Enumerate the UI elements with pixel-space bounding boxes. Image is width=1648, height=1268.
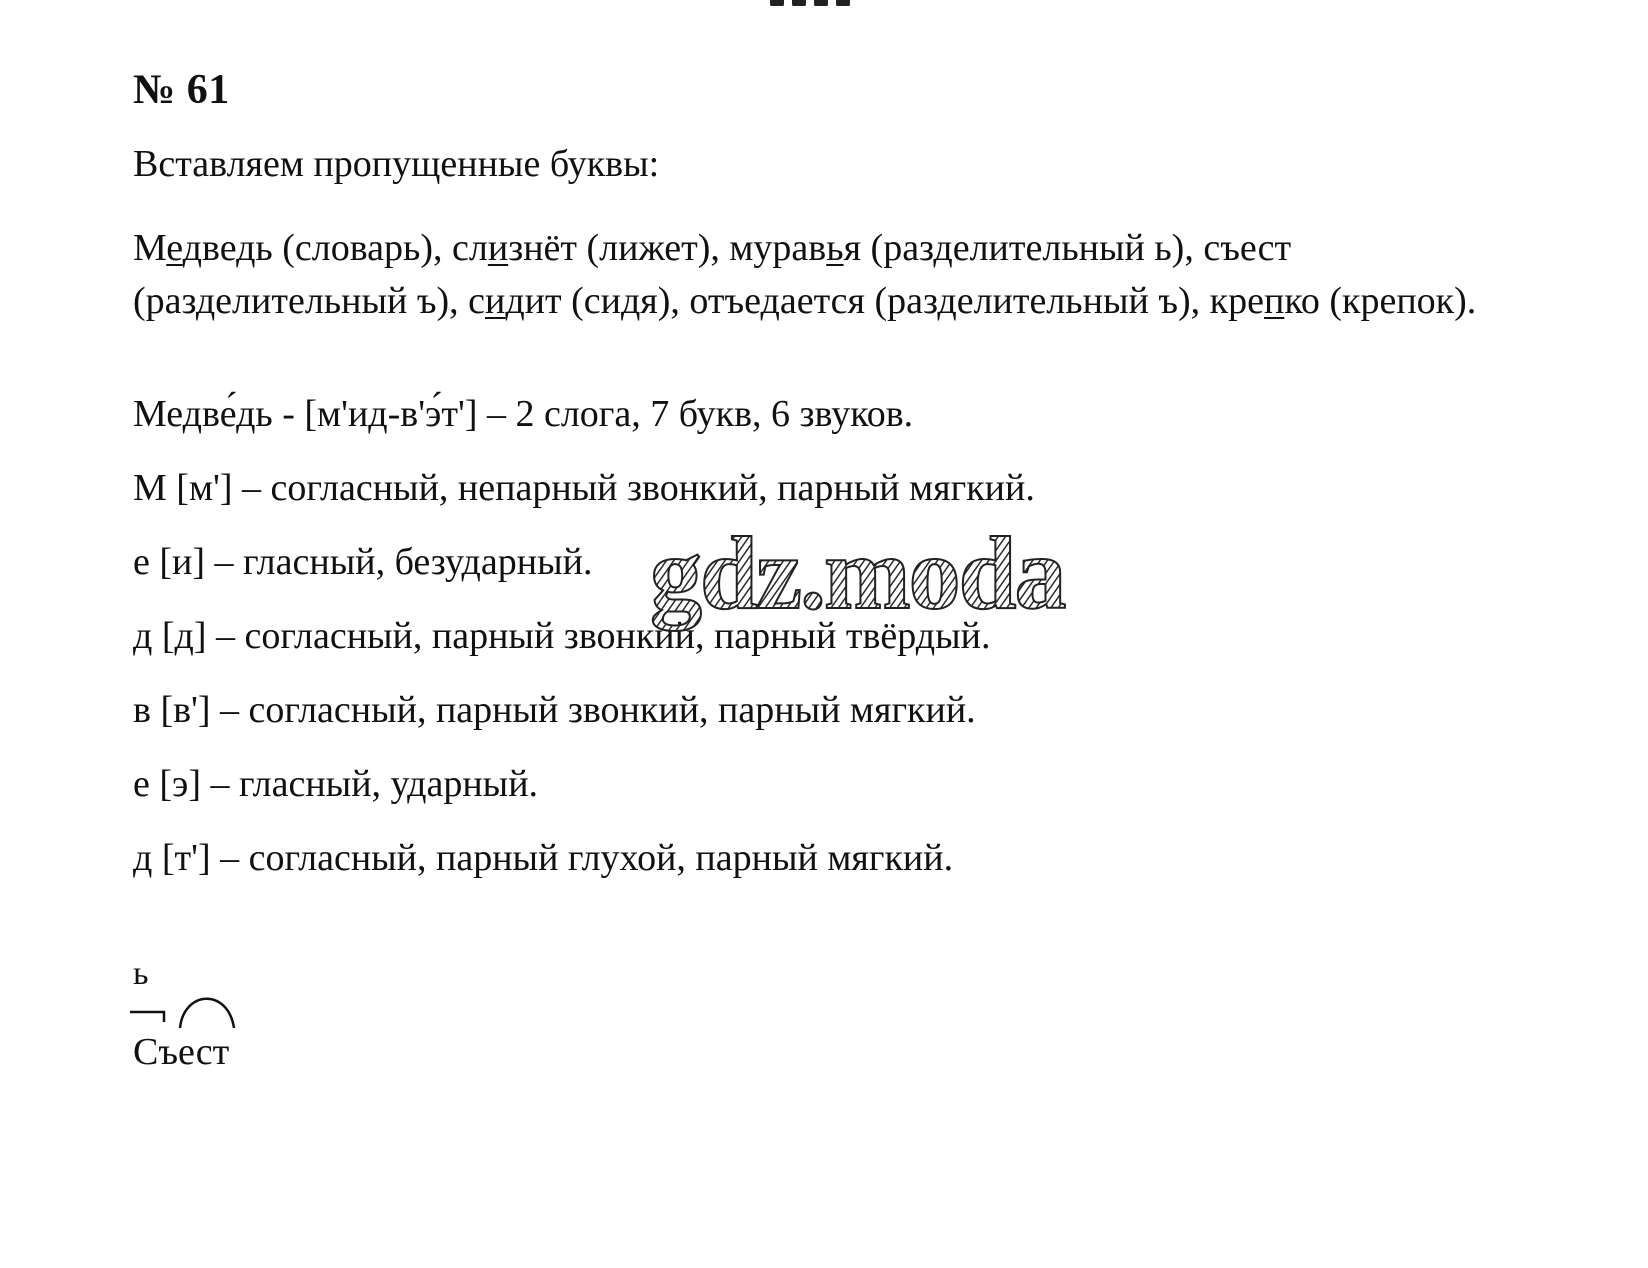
text-part: ко (крепок). (1284, 280, 1477, 322)
word-analysis-line: Медве́дь - [м'ид-в'э́т'] – 2 слога, 7 букв, 6 звуков. (133, 393, 914, 435)
underlined-letter: п (1263, 280, 1285, 322)
sound-line: М [м'] – согласный, непарный звонкий, парный мягкий. (133, 467, 1035, 509)
sound-line: е [и] – гласный, безударный. (133, 541, 593, 583)
intro-text: Вставляем пропущенные буквы: (133, 143, 660, 185)
svg-text:gdz.moda: gdz.moda (650, 520, 1065, 631)
cropped-top-text (770, 0, 880, 6)
underlined-letter: и (487, 227, 509, 269)
root-arc (180, 999, 234, 1028)
exercise-number: № 61 (133, 67, 230, 113)
text-part: я (разделительный ь), съест (разделительный ъ), с (133, 227, 1292, 322)
watermark-logo (650, 520, 1120, 640)
sound-line: в [в'] – согласный, парный звонкий, парный мягкий. (133, 689, 976, 731)
prefix-mark (130, 1012, 164, 1022)
underlined-letter: е (166, 227, 183, 269)
underlined-letter: и (484, 280, 506, 322)
sound-line: е [э] – гласный, ударный. (133, 763, 539, 805)
text-part: дведь (словарь), сл (182, 227, 488, 269)
sound-line: д [т'] – согласный, парный глухой, парный мягкий. (133, 837, 954, 879)
soft-sign-marker: ь (133, 955, 149, 992)
text-part: М (133, 227, 167, 269)
morpheme-word: Съест (133, 1031, 230, 1073)
underlined-letter: ь (826, 227, 844, 269)
text-part: дит (сидя), отъедается (разделительный ъ), кре (505, 280, 1264, 322)
answer-paragraph (133, 222, 1533, 328)
sound-line: д [д] – согласный, парный звонкий, парный твёрдый. (133, 615, 991, 657)
text-part: знёт (лижет), мурав (508, 227, 827, 269)
